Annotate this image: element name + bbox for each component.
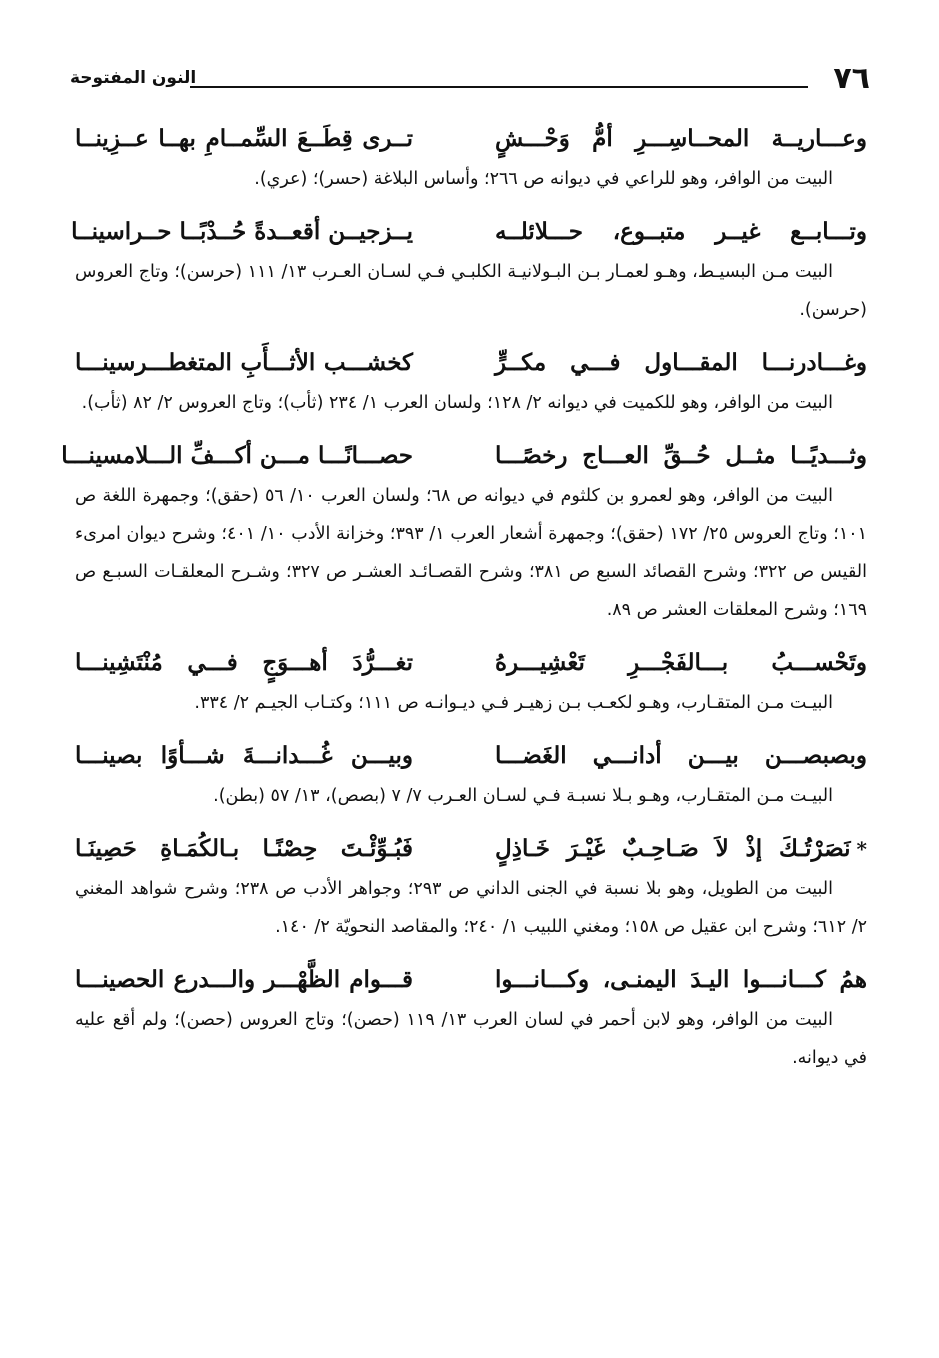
verse-second-hemistich: حصـــانًـــا مـــن أكـــفِّ الـــلامسينـــا: [61, 442, 413, 469]
verse-source-note: البيـت مـن المتقـارب، وهـو لكعـب بـن زهيـر فـي ديـوانـه ص ١١١؛ وكتـاب الجيـم ٢/ ٣٣٤.: [194, 693, 833, 713]
verse-source-note: البيت من الطويل، وهو بلا نسبة في الجنى الداني ص ٢٩٣؛ وجواهر الأدب ص ٢٣٨؛ وشرح شواهد المغني ٢/ ٦١٢؛ وشرح ابن عقيل ص ١٥٨؛ ومغني اللبيب ١/ ٢٤٠؛ والمقاصد النحويّة ٢/ ١٤٠.: [75, 879, 867, 937]
verse-source-note: البيت من الوافر، وهو لعمرو بن كلثوم في ديوانه ص ٦٨؛ ولسان العرب ١٠/ ٥٦ (حقق)؛ وجمهرة اللغة ص ١٠١؛ وتاج العروس ٢٥/ ١٧٢ (حقق)؛ وجمهرة أشعار العرب ١/ ٣٩٣؛ وخزانة الأدب ١٠/ ٤٠١؛ وشرح ديوان امرىء القيس ص ٣٢٢؛ وشرح القصائد السبع ص ٣٨١؛ وشرح القصـائـد العشـر ص ٣٢٧؛ وشـرح المعلقـات السبـع ص ١٦٩؛ وشرح المعلقات العشر ص ٨٩.: [75, 486, 868, 620]
verse-line: [75, 118, 867, 160]
page-number: ٧٦: [833, 61, 870, 96]
verse-source-note: البيـت مـن المتقـارب، وهـو بـلا نسبـة فـي لسـان العـرب ٧/ ٧ (بصص)، ١٣/ ٥٧ (بطن).: [213, 786, 833, 806]
verse-source-note: البيت مـن البسيـط، وهـو لعمـار بـن البـولانيـة الكلبـي فـي لسـان العـرب ١٣/ ١١١ (حرسن)؛ وتاج العروس (حرسن).: [75, 262, 867, 320]
verse-second-hemistich: تغـــرُّدَ أهـــوَجٍ فـــي مُنْتَشِينـــا: [75, 649, 413, 676]
poetry-entry: [75, 959, 867, 1077]
verse-first-hemistich: [495, 828, 867, 870]
verse-line: [71, 211, 867, 253]
verse-first-hemistich: وثـــديًــا مثــل حُــقِّ العـــاج رخصًـــا: [495, 442, 867, 469]
verse-line: [61, 435, 867, 477]
verse-first-hemistich: وتـــابــع غيــر متبــوع، حـــلائلــه: [495, 218, 867, 245]
verse-line: [75, 642, 867, 684]
verse-second-hemistich: يــزجيــن أقعــدةً حُــدْبًــا حــراسينــا: [71, 218, 413, 245]
verse-first-hemistich: وتَحْســـبُ بـــالفَجْـــرِ تَعْشِيـــرهُ: [495, 649, 867, 676]
verse-first-hemistich: همُ كـــانـــوا اليـدَ اليمنـى، وكـــانـــوا: [495, 966, 867, 993]
verse-second-hemistich: كخشـــب الأثـــأَبِ المتغطـــرسينـــا: [75, 349, 413, 376]
verse-first-hemistich: وبصبصـــن بيـــن أدانـــي الغَضـــا: [495, 742, 867, 769]
verse-line: [75, 959, 867, 1001]
poetry-entry: [75, 342, 867, 422]
verse-source-note: البيت من الوافر، وهو للراعي في ديوانه ص ٢٦٦؛ وأساس البلاغة (حسر)؛ (عري).: [254, 169, 833, 189]
verse-second-hemistich: وبيـــن غُـــدانـــةَ شـــأوًا بصينـــا: [75, 742, 413, 769]
poetry-entry: [75, 735, 867, 815]
verse-line: [75, 342, 867, 384]
page-body: [61, 118, 868, 1090]
verse-second-hemistich: فَبُـوِّئْـتَ حِصْنًـا بـالكُمَـاةِ حَصِينَـا: [75, 835, 413, 862]
poetry-entry: [75, 642, 867, 722]
running-header: [70, 58, 870, 98]
verse-line: [75, 735, 867, 777]
poetry-entry: [71, 211, 867, 329]
verse-source-note: البيت من الوافر، وهو لابن أحمر في لسان العرب ١٣/ ١١٩ (حصن)؛ وتاج العروس (حصن)؛ ولم أقع عليه في ديوانه.: [75, 1010, 867, 1068]
verse-first-hemistich: وعـــاريــة المحــاسِـــرِ أمُّ وَحْـــشٍ: [495, 125, 867, 152]
verse-second-hemistich: قـــوام الظَّهْـــر والـــدرع الحصينـــا: [75, 966, 413, 993]
poetry-entry: [75, 118, 867, 198]
verse-source-note: البيت من الوافر، وهو للكميت في ديوانه ٢/ ١٢٨؛ ولسان العرب ١/ ٢٣٤ (ثأب)؛ وتاج العروس ٢/ ٨٢ (ثأب).: [81, 393, 833, 413]
verse-first-hemistich-text: نَصَرْتُـكَ إذْ لاَ صَـاحِـبٌ غَيْـرَ خَـاذِلٍ: [495, 835, 851, 862]
section-title: النون المفتوحة: [70, 68, 197, 88]
verse-line: [75, 828, 867, 870]
poetry-entry: [61, 435, 868, 629]
poetry-entry: [75, 828, 867, 946]
verse-first-hemistich: وغـــادرنـــا المقـــاول فـــي مكــرٍّ: [495, 349, 867, 376]
starred-verse-marker: *: [856, 837, 867, 861]
header-rule: [190, 86, 808, 88]
verse-second-hemistich: تــرى قِطَــعَ السِّمــامِ بهــا عــزِينــا: [75, 125, 413, 152]
